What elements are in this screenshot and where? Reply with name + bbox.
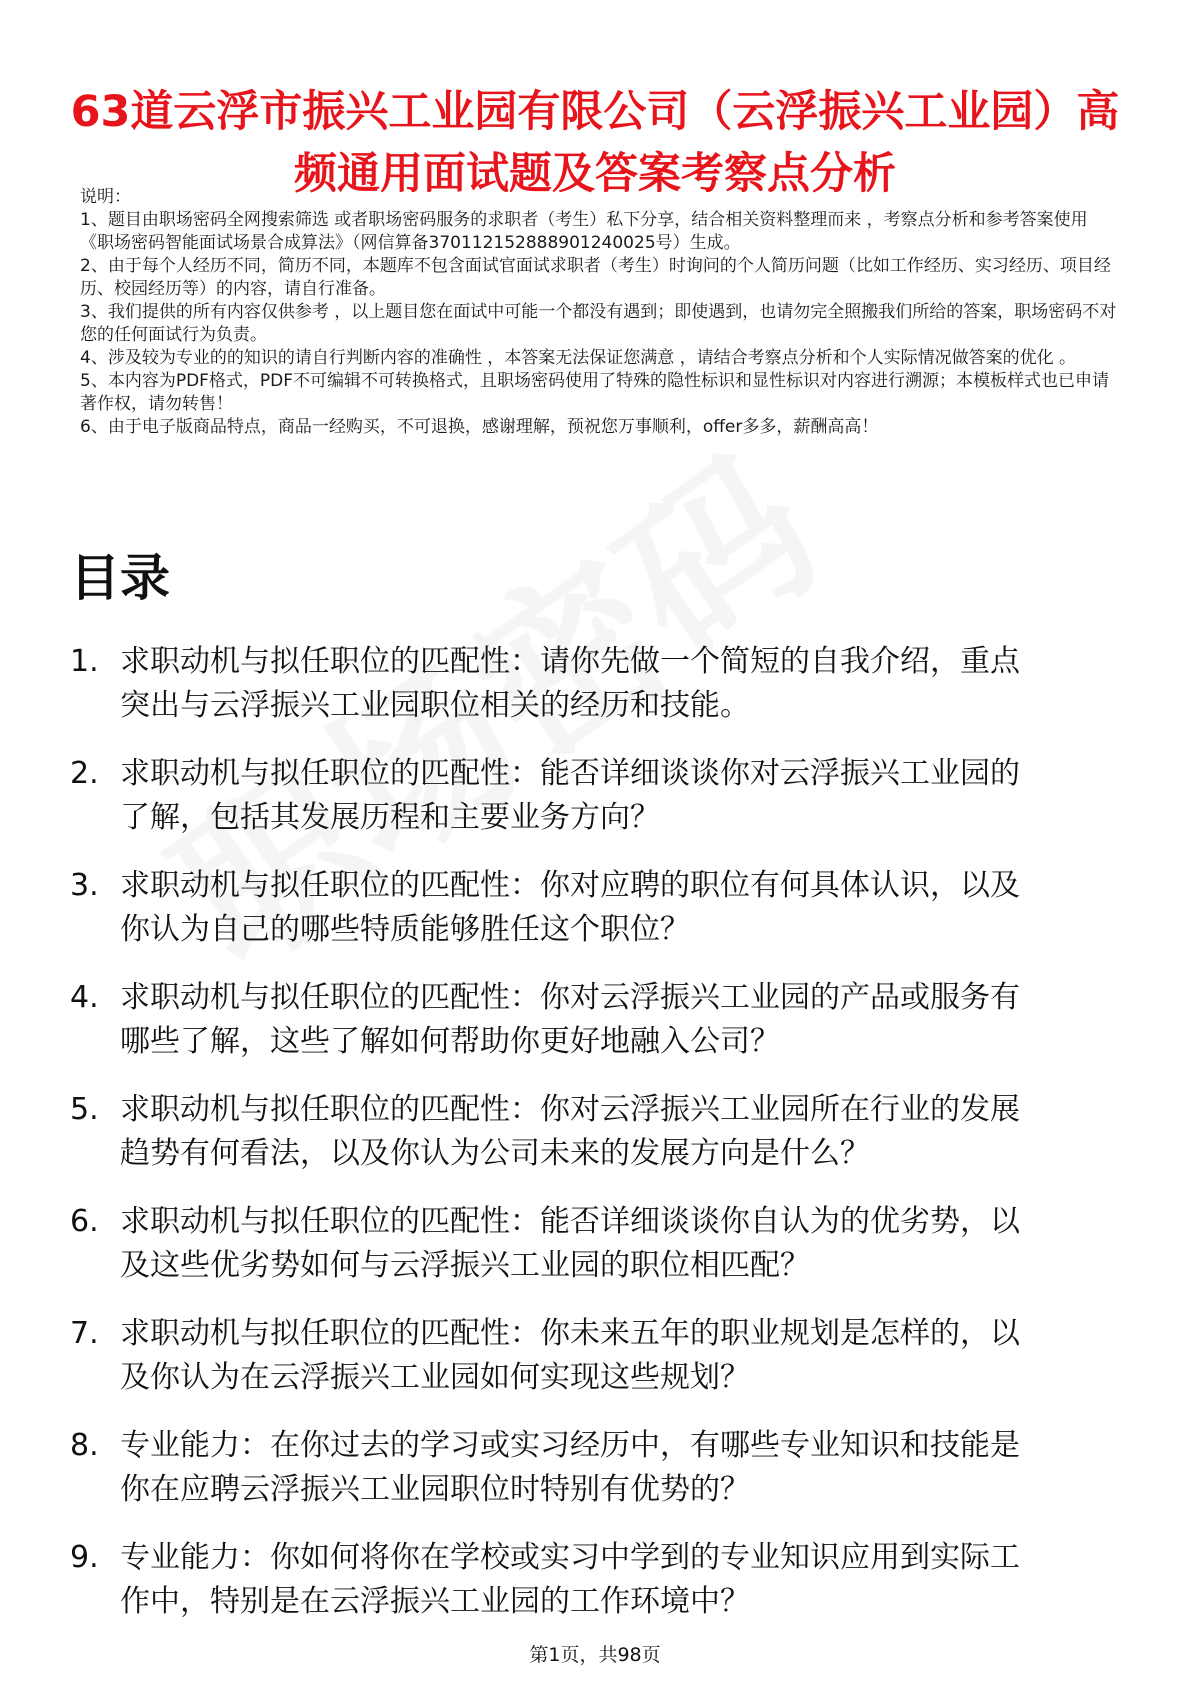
toc-item[interactable] [70,1536,1030,1624]
notes-section [80,186,1120,439]
toc-item[interactable] [70,1200,1030,1288]
toc-item-text: 求职动机与拟任职位的匹配性：能否详细谈谈你对云浮振兴工业园的了解，包括其发展历程和主要业务方向？ [120,756,1020,835]
document-title: 63道云浮市振兴工业园有限公司（云浮振兴工业园）高频通用面试题及答案考察点分析 [70,86,1120,199]
note-item: 4、涉及较为专业的的知识的请自行判断内容的准确性 ，本答案无法保证您满意 ，请结合考察点分析和个人实际情况做答案的优化 。 [80,348,1077,368]
note-item: 2、由于每个人经历不同，简历不同，本题库不包含面试官面试求职者（考生）时询问的个人简历问题（比如工作经历、实习经历、项目经历、校园经历等）的内容，请自行准备。 [80,256,1111,299]
notes-heading: 说明： [80,187,131,207]
toc-item[interactable] [70,640,1030,728]
page-footer: 第1页，共98页 [529,1644,661,1666]
toc-item-number: 1. [70,644,99,679]
toc-item-text: 求职动机与拟任职位的匹配性：你未来五年的职业规划是怎样的，以及你认为在云浮振兴工业园如何实现这些规划？ [120,1316,1020,1395]
toc-item-text: 求职动机与拟任职位的匹配性：你对应聘的职位有何具体认识，以及你认为自己的哪些特质能够胜任这个职位？ [120,868,1020,947]
toc-item-number: 9. [70,1540,99,1575]
toc-item[interactable] [70,1088,1030,1176]
toc-item-number: 2. [70,756,99,791]
toc-item-number: 3. [70,868,99,903]
toc-item[interactable] [70,864,1030,952]
toc-item-text: 求职动机与拟任职位的匹配性：请你先做一个简短的自我介绍，重点突出与云浮振兴工业园职位相关的经历和技能。 [120,644,1020,723]
note-item: 5、本内容为PDF格式，PDF不可编辑不可转换格式，且职场密码使用了特殊的隐性标识和显性标识对内容进行溯源；本模板样式也已申请著作权，请勿转售！ [80,371,1110,414]
toc-item-text: 专业能力：你如何将你在学校或实习中学到的专业知识应用到实际工作中，特别是在云浮振兴工业园的工作环境中？ [120,1540,1020,1619]
toc-heading: 目录 [70,549,170,607]
note-item: 6、由于电子版商品特点，商品一经购买，不可退换，感谢理解，预祝您万事顺利，offer多多，薪酬高高！ [80,417,879,437]
note-item: 3、我们提供的所有内容仅供参考 ，以上题目您在面试中可能一个都没有遇到；即使遇到，也请勿完全照搬我们所给的答案，职场密码不对您的任何面试行为负责。 [80,302,1117,345]
toc-item[interactable] [70,1424,1030,1512]
toc-item[interactable] [70,752,1030,840]
toc-item[interactable] [70,976,1030,1064]
toc-item[interactable] [70,1312,1030,1400]
toc-item-text: 求职动机与拟任职位的匹配性：你对云浮振兴工业园所在行业的发展趋势有何看法，以及你认为公司未来的发展方向是什么？ [120,1092,1020,1171]
toc-item-number: 5. [70,1092,99,1127]
note-item: 1、题目由职场密码全网搜索筛选 或者职场密码服务的求职者（考生）私下分享，结合相关资料整理而来 ，考察点分析和参考答案使用《职场密码智能面试场景合成算法》（网信算备370112152888901240025号）生成。 [80,210,1088,253]
toc-item-number: 8. [70,1428,99,1463]
toc-item-number: 4. [70,980,99,1015]
toc-item-text: 求职动机与拟任职位的匹配性：你对云浮振兴工业园的产品或服务有哪些了解，这些了解如何帮助你更好地融入公司？ [120,980,1020,1059]
toc-item-number: 6. [70,1204,99,1239]
toc-item-text: 专业能力：在你过去的学习或实习经历中，有哪些专业知识和技能是你在应聘云浮振兴工业园职位时特别有优势的？ [120,1428,1020,1507]
toc-list [70,640,1030,1648]
toc-item-text: 求职动机与拟任职位的匹配性：能否详细谈谈你自认为的优劣势，以及这些优劣势如何与云浮振兴工业园的职位相匹配？ [120,1204,1020,1283]
toc-item-number: 7. [70,1316,99,1351]
